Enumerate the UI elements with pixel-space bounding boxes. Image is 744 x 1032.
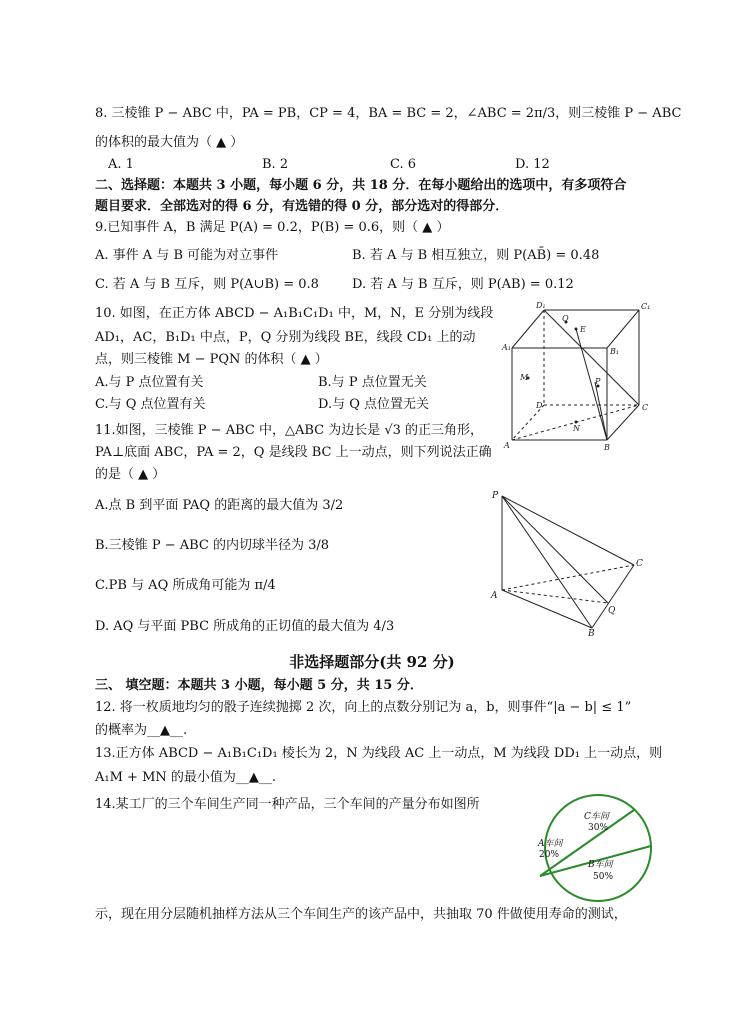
label-b: B (588, 629, 595, 638)
q11-option-c: C.PB 与 AQ 所成角可能为 π/4 (95, 578, 276, 593)
q9-option-b: B. 若 A 与 B 相互独立，则 P(AB̄) = 0.48 (352, 248, 600, 263)
q11-line1: 11.如图，三棱锥 P − ABC 中，△ABC 为边长是 √3 的正三角形， (95, 423, 484, 438)
q11-option-d: D. AQ 与平面 PBC 所成角的正切值的最大值为 4/3 (95, 619, 395, 634)
q10-option-c: C.与 Q 点位置有关 (95, 397, 206, 412)
label-c: C (636, 559, 643, 569)
q10-option-b: B.与 P 点位置无关 (318, 375, 427, 390)
q8-option-b: B. 2 (262, 157, 289, 172)
q8-option-d: D. 12 (515, 157, 550, 172)
q12-line2: 的概率为__▲__. (95, 723, 188, 738)
point-e (575, 328, 578, 331)
q11-option-b: B.三棱锥 P − ABC 的内切球半径为 3/8 (95, 538, 330, 553)
cube-figure (500, 298, 660, 458)
q9-stem: 9.已知事件 A，B 满足 P(A) = 0.2，P(B) = 0.6，则（ ▲ ） (95, 220, 450, 235)
q11-option-a: A.点 B 到平面 PAQ 的距离的最大值为 3/2 (95, 498, 344, 513)
q8-line2: 的体积的最大值为（ ▲ ） (95, 135, 244, 150)
section2-line2: 题目要求．全部选对的得 6 分，有选错的得 0 分，部分选对的得部分． (95, 199, 509, 214)
label-q: Q (562, 314, 569, 323)
q13-line2: A₁M + MN 的最小值为__▲__. (95, 770, 277, 785)
q14-line1: 14.某工厂的三个车间生产同一种产品，三个车间的产量分布如图所 (95, 797, 480, 812)
label-a: A (491, 591, 498, 601)
q10-option-a: A.与 P 点位置有关 (95, 375, 204, 390)
label-p: P (492, 491, 499, 501)
q11-line2: PA⊥底面 ABC，PA = 2，Q 是线段 BC 上一动点，则下列说法正确 (95, 445, 492, 460)
part-title: 非选择题部分(共 92 分) (289, 653, 455, 671)
label-a: A (504, 441, 510, 450)
q8-option-c: C. 6 (390, 157, 417, 172)
pie-a-label: A车间 (538, 839, 563, 849)
label-p: P (595, 377, 601, 386)
pie-b-label: B车间 (588, 860, 613, 870)
q14-line2: 示，现在用分层随机抽样方法从三个车间生产的该产品中，共抽取 70 件做使用寿命的测试， (95, 907, 627, 922)
pie-b-pct: 50% (593, 872, 614, 882)
q12-line1: 12. 将一枚质地均匀的骰子连续抛掷 2 次，向上的点数分别记为 a，b，则事件“|a − b| ≤ 1” (95, 700, 632, 715)
q8-line1: 8. 三棱锥 P − ABC 中，PA = PB，CP = 4，BA = BC = 2，∠ABC = 2π/3，则三棱锥 P − ABC (95, 106, 682, 121)
label-a1: A₁ (502, 343, 511, 352)
q9-option-d: D. 若 A 与 B 互斥，则 P(AB) = 0.12 (352, 277, 574, 292)
q9-option-c: C. 若 A 与 B 互斥，则 P(A∪B) = 0.8 (95, 277, 319, 292)
q8-option-a: A. 1 (108, 157, 134, 172)
label-n: N (573, 424, 580, 433)
label-d: D (536, 401, 543, 410)
section2-line1: 二、选择题：本题共 3 小题，每小题 6 分，共 18 分．在每小题给出的选项中，有多项符合 (95, 178, 627, 193)
pie-chart (530, 790, 670, 910)
label-d1: D₁ (536, 301, 546, 310)
label-b1: B₁ (610, 347, 620, 356)
label-c: C (642, 403, 649, 412)
label-e: E (580, 325, 586, 334)
pie-c-pct: 30% (588, 823, 609, 833)
label-b: B (604, 443, 610, 452)
q13-line1: 13.正方体 ABCD − A₁B₁C₁D₁ 棱长为 2，N 为线段 AC 上一动点，M 为线段 DD₁ 上一动点，则 (95, 746, 663, 761)
tetrahedron-figure (488, 488, 648, 638)
label-m: M (520, 373, 529, 382)
label-q: Q (608, 606, 616, 616)
q10-line2: AD₁，AC，B₁D₁ 中点，P，Q 分别为线段 BE，线段 CD₁ 上的动 (95, 330, 476, 345)
q11-line3: 的是（ ▲ ） (95, 467, 166, 482)
q9-option-a: A. 事件 A 与 B 可能为对立事件 (95, 248, 279, 263)
section3-heading: 三、 填空题：本题共 3 小题，每小题 5 分，共 15 分． (95, 678, 423, 693)
q10-option-d: D.与 Q 点位置无关 (318, 397, 430, 412)
label-c1: C₁ (641, 302, 651, 311)
pie-c-label: C车间 (584, 812, 609, 822)
pie-a-pct: 20% (539, 850, 560, 860)
q10-line3: 点，则三棱锥 M − PQN 的体积（ ▲ ） (95, 352, 328, 367)
q10-line1: 10. 如图，在正方体 ABCD − A₁B₁C₁D₁ 中，M，N，E 分别为线段 (95, 306, 494, 321)
